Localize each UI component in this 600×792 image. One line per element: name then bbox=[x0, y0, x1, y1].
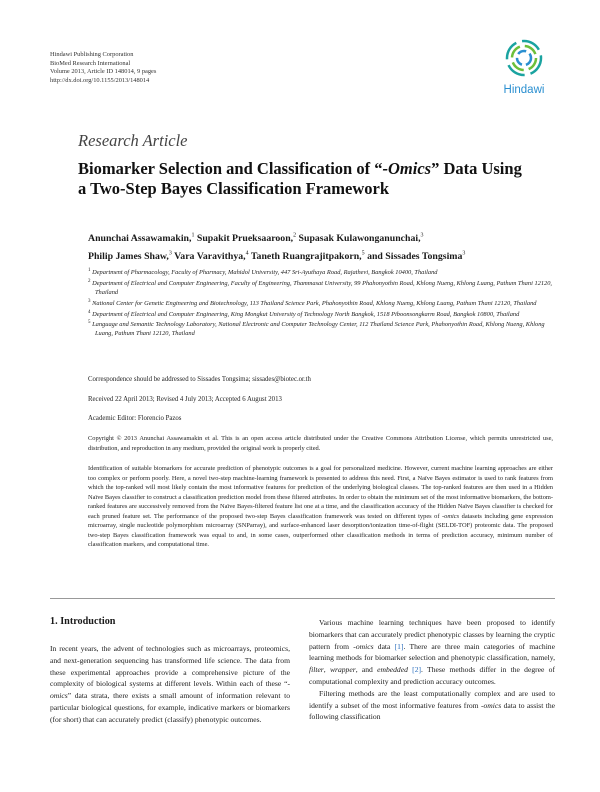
abstract: Identification of suitable biomarkers for accurate prediction of phenotypic outcomes is a goal for personalized medicine. However, current machine learning approaches are either too complex or perform poorly. Here, a novel two-step machine-learning framework is presented to address this need. First, a Naïve Bayes estimator is used to rank features from which the top-ranked will most likely contain the most informative features for prediction of the underlying biological classes. The top-ranked features are then used in a Hidden Naïve Bayes classifier to construct a classification prediction model from these filtered attributes. In order to obtain the minimum set of the most informative biomarkers, the bottom-ranked features are successively removed from the Naïve Bayes-filtered feature list one at a time, and the classification accuracy of the Hidden Naïve Bayes classifier is checked for each pruned feature set. The performance of the proposed two-step Bayes classification framework was tested on different types of -omics datasets including gene expression microarray, single nucleotide polymorphism microarray (SNParray), and surface-enhanced laser desorption/ionization time-of-flight (SELDI-TOF) proteomic data. The proposed two-step Bayes classification framework was equal to and, in some cases, outperformed other classification methods in terms of prediction accuracy, minimum number of classification markers, and computational time. bbox=[88, 465, 554, 549]
journal-header bbox=[50, 51, 156, 85]
citation-link[interactable]: [2] bbox=[412, 665, 422, 675]
affiliation: $^2$ Department of Electrical and Computer Engineering, Faculty of Engineering, Thammasat University, 99 Phahonyothin Road, Khlong Nueng, Khlong Luang, Pathum Thani 12120, Thailand bbox=[88, 278, 553, 296]
affiliation: $^3$ National Center for Genetic Engineering and Biotechnology, 113 Thailand Science Park, Phahonyothin Road, Khlong Nueng, Khlong Luang, Pathum Thani 12120, Thailand bbox=[88, 298, 537, 307]
academic-editor: Academic Editor: Florencio Pazos bbox=[88, 415, 182, 422]
volume-info: Volume 2013, Article ID 148014, 9 pages bbox=[50, 68, 157, 76]
section-heading: 1. Introduction bbox=[50, 616, 116, 627]
intro-right-column bbox=[309, 617, 555, 723]
publisher: Hindawi Publishing Corporation bbox=[50, 51, 134, 58]
citation-link[interactable]: [1] bbox=[394, 641, 404, 651]
affiliation: $^1$ Department of Pharmacology, Faculty of Pharmacy, Mahidol University, 447 Sri-Ayuthaya Road, Rajathevi, Bangkok 10400, Thailand bbox=[88, 268, 438, 277]
article-dates: Received 22 April 2013; Revised 4 July 2013; Accepted 6 August 2013 bbox=[88, 396, 282, 403]
paragraph: In recent years, the advent of technologies such as microarrays, proteomics, and next-generation sequencing has transformed life science. The data from these experimental approaches provide a comprehensive picture of the complexity of biological systems at different levels. Within each of these “-omics” data strata, there exists a small amount of information relevant to particular biological questions, for example, indicative markers or biomarkers (for short) that can accurately predict (classify) phenotypic outcomes. bbox=[50, 644, 290, 724]
hindawi-logo bbox=[493, 38, 555, 96]
logo-text: Hindawi bbox=[503, 84, 545, 96]
journal-name: BioMed Research International bbox=[50, 59, 131, 67]
author: Supakit Prueksaaroon,$^2$ bbox=[196, 233, 297, 245]
author: Philip James Shaw,$^3$ bbox=[88, 250, 172, 262]
intro-left-column bbox=[50, 643, 290, 726]
author: Supasak Kulawonganunchai,$^3$ bbox=[298, 233, 424, 245]
author: Vara Varavithya,$^4$ bbox=[174, 250, 249, 262]
affiliation: $^4$ Department of Electrical and Computer Engineering, King Mongkut University of Technology North Bangkok, 1518 Piboonsongkarm Road, Bangkok 10800, Thailand bbox=[88, 309, 520, 318]
author: Anunchai Assawamakin,$^1$ bbox=[88, 233, 195, 245]
author-list bbox=[88, 229, 558, 264]
copyright-notice: Copyright © 2013 Anunchai Assawamakin et al. This is an open access article distributed under the Creative Commons Attribution License, which permits unrestricted use, distribution, and reproduction in any medium, provided the original work is properly cited. bbox=[88, 435, 553, 452]
article-title: Biomarker Selection and Classification of “-Omics” Data Using a Two-Step Bayes Classification Framework bbox=[78, 159, 522, 198]
hindawi-logo-icon bbox=[504, 38, 544, 78]
correspondence: Correspondence should be addressed to Sissades Tongsima; sissades@biotec.or.th bbox=[88, 376, 311, 383]
article-type: Research Article bbox=[78, 131, 188, 150]
author: and Sissades Tongsima$^3$ bbox=[367, 250, 466, 262]
affiliations bbox=[88, 267, 556, 339]
paragraph: Various machine learning techniques have been proposed to identify biomarkers that can accurately predict phenotypic classes by learning the cryptic pattern from -omics data [1]. There are three main categories of machine learning methods for biomarker selection and phenotypic classification, namely, filter, wrapper, and embedded [2]. These methods differ in the degree of computational complexity and prediction accuracy outcomes. bbox=[309, 618, 556, 686]
affiliation: $^5$ Language and Semantic Technology Laboratory, National Electronic and Computer Technology Center, 112 Thailand Science Park, Phahonyothin Road, Khlong Nueng, Khlong Luang, Pathum Thani 12120, Thailand bbox=[88, 320, 545, 338]
section-divider bbox=[50, 598, 555, 599]
doi-link[interactable]: http://dx.doi.org/10.1155/2013/148014 bbox=[50, 76, 150, 84]
author: Taneth Ruangrajitpakorn,$^5$ bbox=[250, 250, 365, 262]
paragraph: Filtering methods are the least computationally complex and are used to identify a subset of the most informative features from -omics data to assist the following classification bbox=[309, 688, 555, 722]
